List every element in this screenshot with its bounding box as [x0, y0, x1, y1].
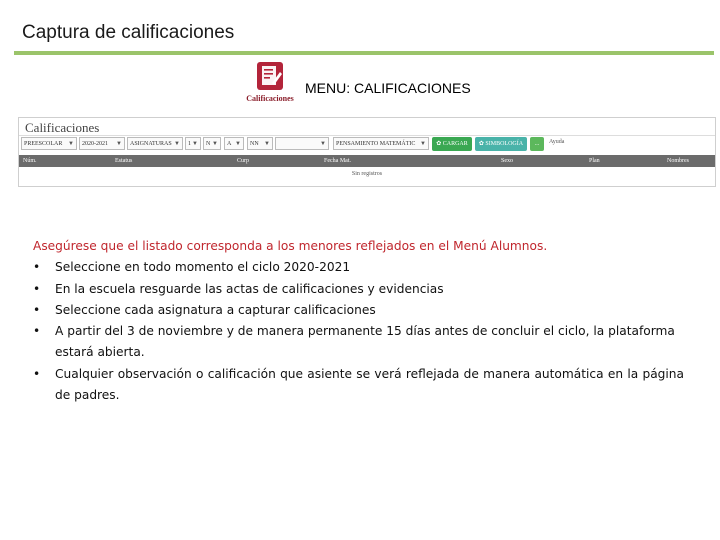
- page-title: Captura de calificaciones: [22, 22, 235, 43]
- subjects-value: ASIGNATURAS: [130, 141, 172, 147]
- more-label: ...: [534, 141, 540, 147]
- chevron-down-icon: ▼: [420, 141, 426, 147]
- symbology-label: SIMBOLOGÍA: [485, 141, 524, 147]
- list-item: [33, 364, 684, 407]
- instructions: [33, 236, 684, 406]
- list-item-text: En la escuela resguarde las actas de calificaciones y evidencias: [55, 281, 444, 296]
- subject-value: PENSAMIENTO MATEMÁTIC: [336, 141, 416, 147]
- chevron-down-icon: ▼: [320, 141, 326, 147]
- grades-book-icon: [257, 62, 283, 90]
- bullet-icon: •: [33, 366, 41, 381]
- app-title: Calificaciones: [25, 120, 100, 135]
- column-header: Nombres: [667, 158, 689, 164]
- cycle-value: 2020-2021: [82, 141, 108, 147]
- list-item-text: Seleccione en todo momento el ciclo 2020-2021: [55, 260, 351, 275]
- group-select[interactable]: [203, 137, 221, 150]
- subject-select[interactable]: [333, 137, 429, 150]
- chevron-down-icon: ▼: [116, 141, 122, 147]
- title-underline: [14, 51, 714, 55]
- list-item: [33, 321, 684, 364]
- level-select[interactable]: [21, 137, 77, 150]
- bullet-icon: •: [33, 302, 41, 317]
- help-link[interactable]: [549, 137, 564, 147]
- more-button[interactable]: [530, 137, 544, 151]
- shift-select[interactable]: [224, 137, 244, 150]
- logo-caption: Calificaciones: [246, 94, 294, 103]
- instruction-list: [33, 257, 684, 406]
- chevron-down-icon: ▼: [174, 141, 180, 147]
- grades-app-screenshot: [18, 117, 716, 187]
- bullet-icon: •: [33, 324, 41, 339]
- column-header: Núm.: [23, 158, 37, 164]
- column-header: Plan: [589, 158, 600, 164]
- grade-value: 1: [188, 141, 191, 147]
- load-button[interactable]: [432, 137, 472, 151]
- subjects-select[interactable]: [127, 137, 183, 150]
- load-label: CARGAR: [442, 141, 468, 147]
- chevron-down-icon: ▼: [235, 141, 241, 147]
- gear-icon: ✿: [478, 141, 484, 147]
- chevron-down-icon: ▼: [68, 141, 74, 147]
- chevron-down-icon: ▼: [212, 141, 218, 147]
- calificaciones-logo: [244, 62, 294, 104]
- list-item-text: Seleccione cada asignatura a capturar calificaciones: [55, 302, 376, 317]
- bullet-icon: •: [33, 281, 41, 296]
- shift-value: A: [227, 141, 232, 147]
- symbology-button[interactable]: [475, 137, 527, 151]
- column-header: Curp: [237, 158, 249, 164]
- menu-label: MENU: CALIFICACIONES: [305, 80, 471, 96]
- grid-header: [19, 155, 715, 167]
- grade-select[interactable]: [185, 137, 201, 150]
- chevron-down-icon: ▼: [264, 141, 270, 147]
- column-header: Estatus: [115, 158, 133, 164]
- nn-select[interactable]: [247, 137, 273, 150]
- list-item: [33, 257, 684, 278]
- group-value: N: [206, 141, 211, 147]
- gear-icon: ✿: [436, 141, 442, 147]
- app-divider: [19, 135, 715, 136]
- list-item-text: A partir del 3 de noviembre y de manera permanente 15 días antes de concluir el ciclo, la plataforma estará abierta.: [55, 324, 675, 360]
- nn-value: NN: [250, 141, 259, 147]
- blank-select[interactable]: [275, 137, 329, 150]
- chevron-down-icon: ▼: [192, 141, 198, 147]
- cycle-select[interactable]: [79, 137, 125, 150]
- bullet-icon: •: [33, 260, 41, 275]
- intro-text: Asegúrese que el listado corresponda a los menores reflejados en el Menú Alumnos.: [33, 239, 548, 253]
- column-header: Fecha Mat.: [324, 158, 351, 164]
- list-item-text: Cualquier observación o calificación que asiente se verá reflejada de manera automática en la página de padres.: [55, 366, 684, 403]
- list-item: [33, 279, 684, 300]
- help-label: Ayuda: [549, 139, 565, 145]
- list-item: [33, 300, 684, 321]
- level-value: PREESCOLAR: [24, 141, 63, 147]
- empty-grid-message: Sin registros: [351, 171, 383, 177]
- column-header: Sexo: [501, 158, 513, 164]
